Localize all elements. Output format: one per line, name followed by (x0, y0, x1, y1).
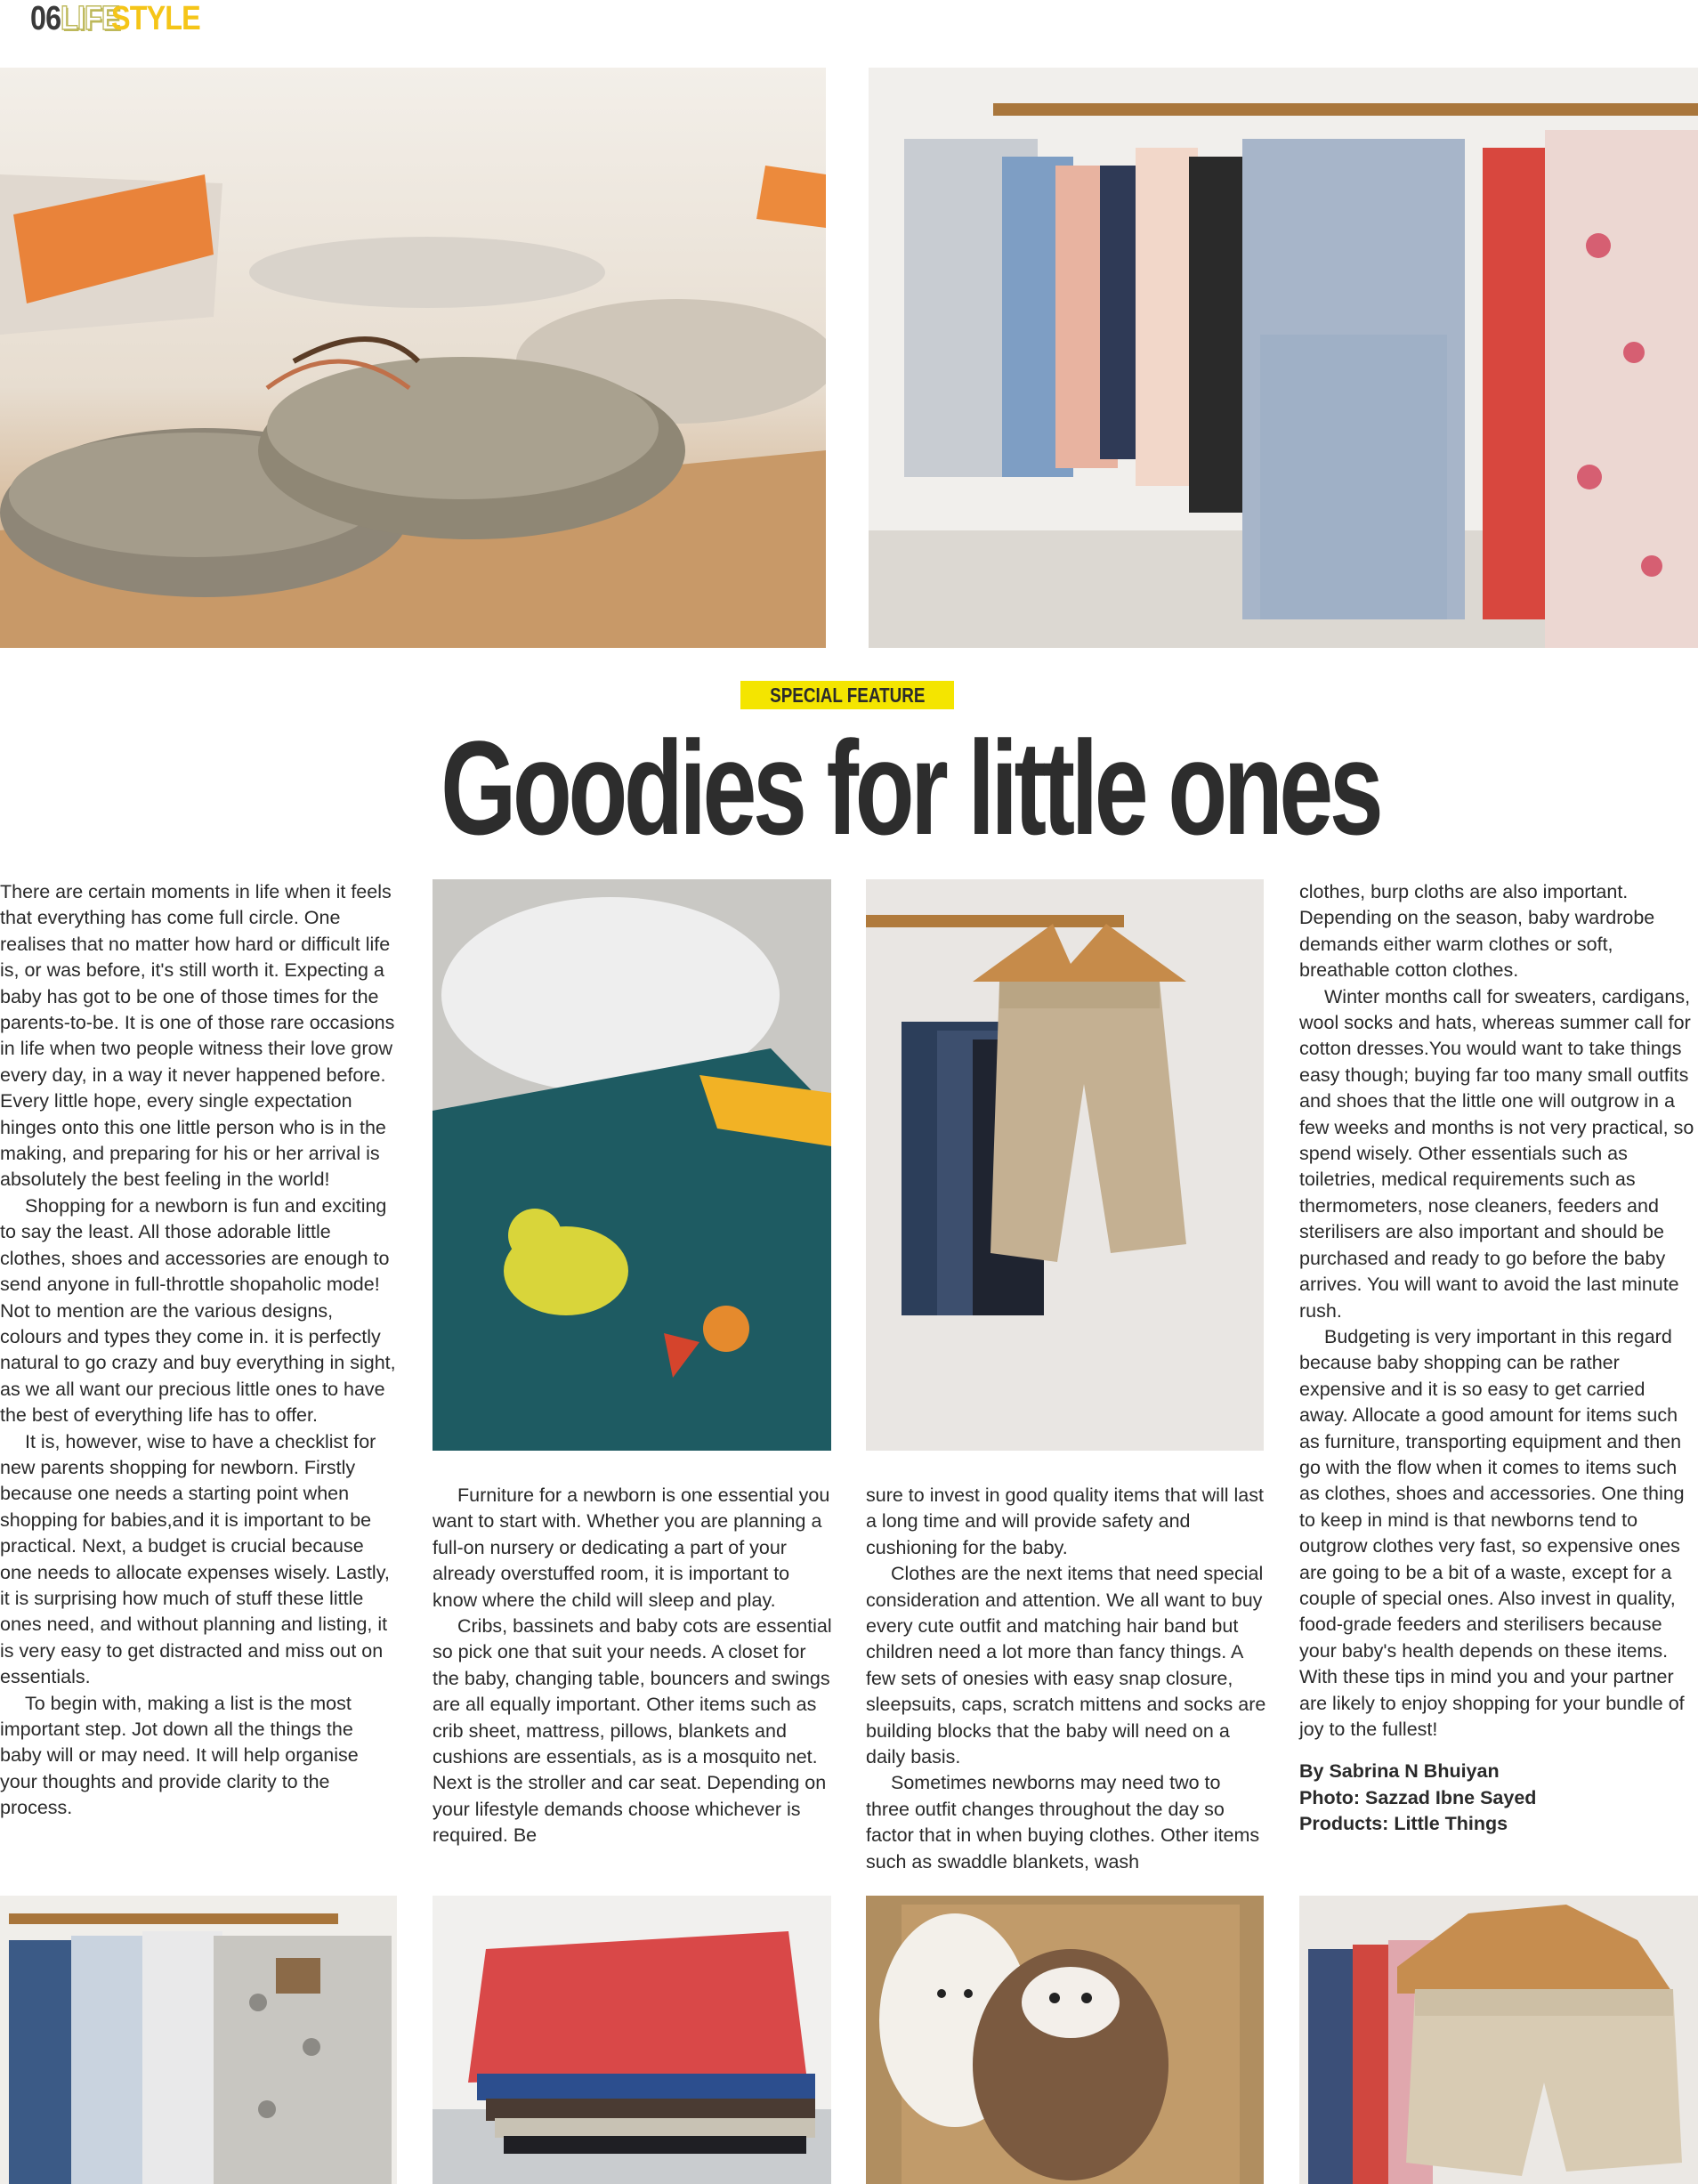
article-column-4 (1299, 879, 1698, 1838)
paragraph: Cribs, bassinets and baby cots are essential so pick one that suit your needs. A closet for the baby, changing table, bouncers and swings are all equally important. Other items such as crib sheet, mattress, pillows, blankets and cushions are essentials, as is a mosquito net. Next is the stroller and car seat. Depending on your lifestyle demands choose whichever is required. Be (433, 1615, 832, 1847)
article-headline (267, 712, 1431, 863)
paragraph: Sometimes newborns may need two to three outfit changes throughout the day so factor that in when buying clothes. Other items such as swaddle blankets, wash (866, 1772, 1260, 1873)
paragraph: Furniture for a newborn is one essential you want to start with. Whether you are planning a full-on nursery or dedicating a part of your already overstuffed room, it is important to know where the child will sleep and play. (433, 1484, 830, 1611)
photo-shirts-rack (0, 1896, 397, 2184)
photo-baby-shoes (0, 68, 826, 648)
photo-clothes-rack (869, 68, 1698, 648)
paragraph: There are certain moments in life when it feels that everything has come full circle. One realises that no matter how hard or difficult life is, or was before, it's still worth it. Expecting a baby has got to be one of those times for the parents-to-be. It is one of those rare occasions in life when two people witness their love grow every day, in a way it never happened before. Every little hope, every single expectation hinges onto this one little person who is in the making, and preparing for his or her arrival is absolutely the best feeling in the world! (0, 881, 395, 1191)
photo-beige-shorts (1299, 1896, 1698, 2184)
photo-soft-toys (866, 1896, 1264, 2184)
paragraph: sure to invest in good quality items that will last a long time and will provide safety and cushioning for the baby. (866, 1484, 1264, 1558)
photo-dino-tshirt (433, 879, 831, 1451)
page-header (30, 0, 215, 37)
paragraph: Winter months call for sweaters, cardigans, wool socks and hats, whereas summer call for cotton dresses.You would want to take things easy though; buying far too many small outfits and shoes that the little one will outgrow in a few weeks and months is not very practical, so spend wisely. Other essentials such as toiletries, medical requirements such as thermometers, nose cleaners, feeders and sterilisers are also important and should be purchased and ready to go before the baby arrives. You will want to avoid the last minute rush. (1299, 985, 1694, 1322)
article-column-1 (0, 879, 397, 1822)
article-column-3 (866, 1483, 1266, 1875)
article-column-2 (433, 1483, 833, 1849)
photo-khaki-shorts (866, 879, 1264, 1451)
kicker-label: SPECIAL FEATURE (769, 684, 926, 707)
page-number: 06 (30, 0, 61, 37)
paragraph: To begin with, making a list is the most important step. Jot down all the things the baby will or may need. It will help organise your thoughts and provide clarity to the process. (0, 1692, 359, 1819)
byline-author: By Sabrina N Bhuiyan (1299, 1760, 1500, 1783)
paragraph: Clothes are the next items that need special consideration and attention. We all want to buy every cute outfit and matching hair band but children need a lot more than fancy things. A few sets of onesies with easy snap closure, sleepsuits, caps, scratch mittens and socks are building blocks that the baby will need on a daily basis. (866, 1563, 1266, 1768)
byline-products: Products: Little Things (1299, 1813, 1508, 1835)
paragraph: Shopping for a newborn is fun and exciting to say the least. All those adorable little clothes, shoes and accessories are enough to send anyone in full-throttle shopaholic mode! Not to mention are the various designs, colours and types they come in. it is perfectly natural to go crazy and buy everything in sight, as we all want our precious little ones to have the best of everything life has to offer. (0, 1194, 396, 1427)
section-kicker (740, 681, 954, 709)
byline-photo: Photo: Sazzad Ibne Sayed (1299, 1786, 1537, 1808)
paragraph: Budgeting is very important in this regard because baby shopping can be rather expensive and it is so easy to get carried away. Allocate a good amount for items such as furniture, transporting equipment and then go with the flow when it comes to items such as clothes, shoes and accessories. One thing to keep in mind is that newborns tend to outgrow clothes very fast, so expensive ones are going to be a bit of a waste, except for a couple of special ones. Also invest in quality, food-grade feeders and sterilisers because your baby's health depends on these items. With these tips in mind you and your partner are likely to enjoy shopping for your bundle of joy to the fullest! (1299, 1325, 1685, 1740)
paragraph: It is, however, wise to have a checklist for new parents shopping for newborn. Firstly because one needs a starting point when shopping for babies,and it is important to be practical. Next, a budget is crucial because one needs to allocate expenses wisely. Lastly, it is surprising how much of stuff these little ones need, and without planning and listing, it is very easy to get distracted and miss out on essentials. (0, 1430, 390, 1688)
section-name-style: STYLE (110, 0, 200, 37)
paragraph: clothes, burp cloths are also important. Depending on the season, baby wardrobe demands either warm clothes or soft, breathable cotton clothes. (1299, 881, 1655, 982)
section-name-life: LIFE (61, 0, 120, 37)
headline-text: Goodies for little ones (441, 713, 1380, 862)
photo-folded-shorts (433, 1896, 831, 2184)
